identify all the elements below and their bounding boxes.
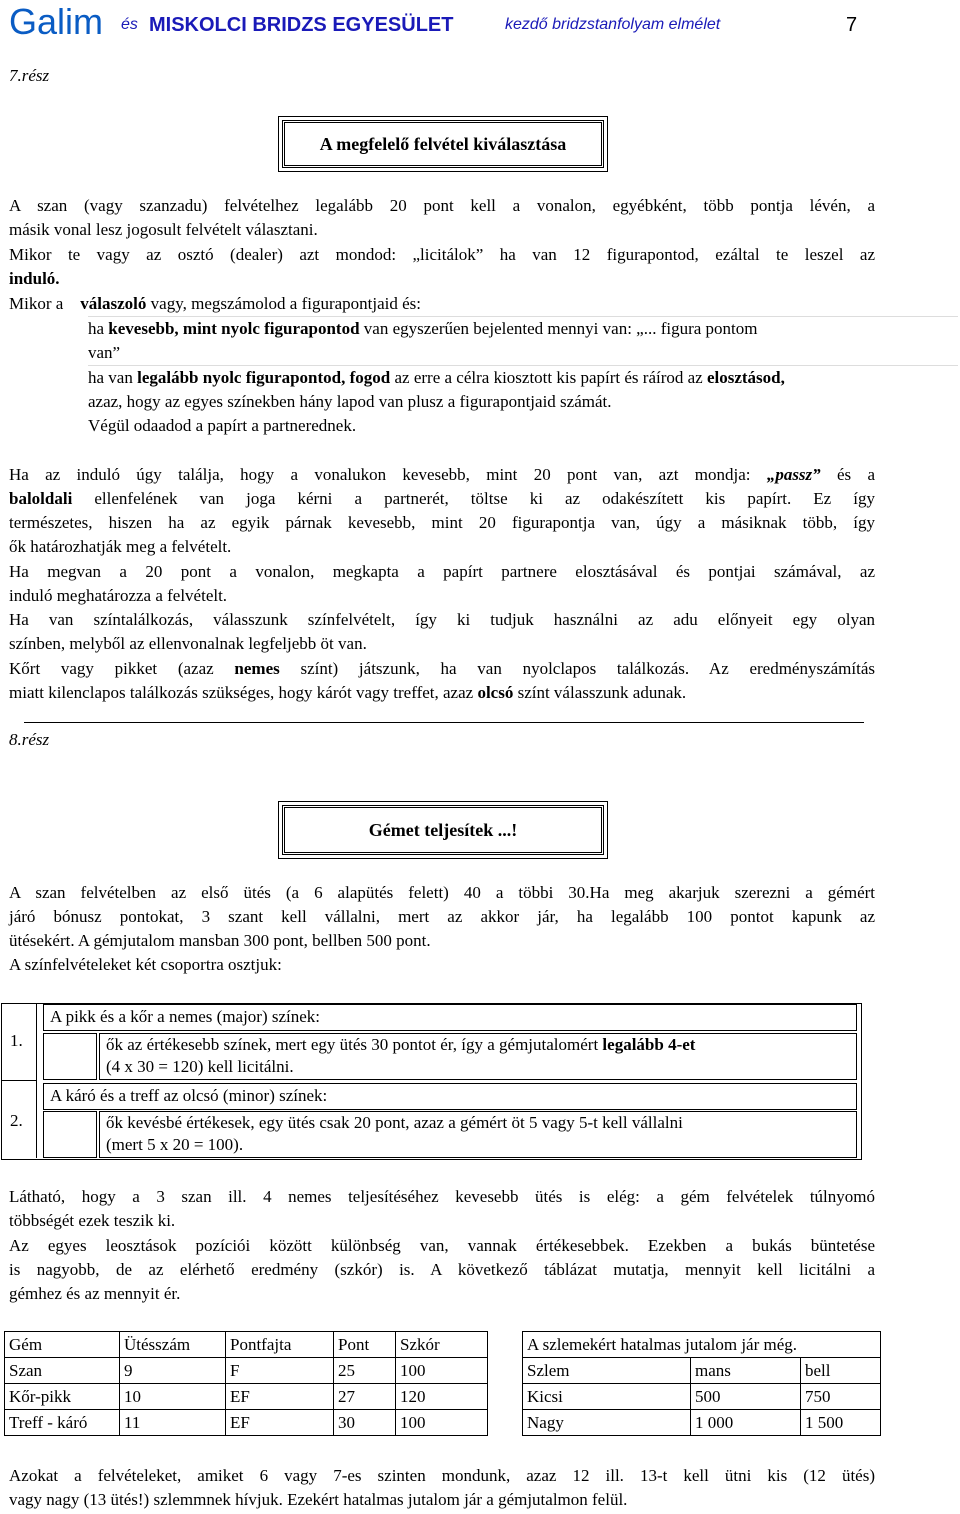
table-cell: 25 [334,1358,396,1384]
text-run: ők az értékesebb színek, mert egy ütés 30 pontot ér, így a gémjutalomért [106,1035,599,1054]
table-header-row [523,1332,881,1358]
indent-cell [43,1033,97,1080]
table-header-cell: Pontfajta [226,1332,334,1358]
table-cell: 1 500 [801,1410,881,1436]
paragraph-line: azaz, hogy az egyes színekben hány lapod van plusz a figurapontjaid számát. [88,392,612,411]
table-cell: 27 [334,1384,396,1410]
text-run: ha [88,319,105,338]
group-desc-line: ők kevésbé értékesek, egy ütés csak 20 pont, azaz a gémért öt 5 vagy 5-t kell vállalni [106,1113,683,1132]
group-number-cell [2,1004,37,1081]
table-row [5,1410,488,1436]
table-row [5,1358,488,1384]
table-header-cell: Szkór [396,1332,488,1358]
table-cell: 100 [396,1410,488,1436]
table-cell: 750 [801,1384,881,1410]
section-title-box [282,805,604,855]
paragraph-line [9,294,421,314]
group-desc-cell [99,1111,857,1158]
paragraph-line [9,683,686,703]
table-row [523,1358,881,1384]
text-run-bold: legalább 4-et [602,1035,696,1054]
section-title: A megfelelő felvétel kiválasztása [319,134,567,154]
paragraph-line: A szan (vagy szanzadu) felvételhez legalább 20 pont kell a vonalon, egyébként, több pontja lévén, a [9,196,875,215]
group-heading: A pikk és a kőr a nemes (major) színek: [50,1007,321,1026]
text-run-bold: legalább nyolc figurapontod, fogod [137,368,391,387]
group-heading-cell [43,1083,857,1110]
table-cell: 30 [334,1410,396,1436]
paragraph-line [9,659,875,679]
paragraph-line: Ha megvan a 20 pont a vonalon, megkapta a papírt partnere elosztásával és pontjai számával, az [9,562,875,581]
text-run-bold: olcsó [477,683,514,702]
table-row [523,1384,881,1410]
paragraph-line: induló. [9,269,60,288]
slam-bonus-table [522,1331,881,1436]
table-cell: F [226,1358,334,1384]
paragraph-line [88,368,785,388]
text-run: színt) játszunk, ha van nyolclapos találkozás. Az eredményszámítás [300,659,876,678]
text-run: ha van [88,368,133,387]
table-header-cell: A szlemekért hatalmas jutalom jár még. [523,1332,881,1358]
table-cell: bell [801,1358,881,1384]
table-cell: 9 [120,1358,226,1384]
paragraph-line: Mikor te vagy az osztó (dealer) azt mondod: „licitálok” ha van 12 figurapontod, ezáltal te leszel az [9,245,875,264]
paragraph-line: Azokat a felvételeket, amiket 6 vagy 7-es szinten mondunk, azaz 12 ill. 13-t kell ütni kis (12 ütés) [9,1466,875,1485]
table-header-cell: Ütésszám [120,1332,226,1358]
table-cell: 10 [120,1384,226,1410]
indent-cell [43,1111,97,1158]
paragraph-line: Látható, hogy a 3 szan ill. 4 nemes teljesítéséhez kevesebb ütés is elég: a gém felvételek túlnyomó [9,1187,875,1206]
group-heading: A káró és a treff az olcsó (minor) színek: [50,1086,328,1105]
table-header-cell: Pont [334,1332,396,1358]
table-cell: 100 [396,1358,488,1384]
text-run-bold: válaszoló [80,294,147,313]
section-title-box [282,120,604,168]
table-row [5,1384,488,1410]
table-cell: 1 000 [691,1410,801,1436]
text-run-bold: baloldali [9,489,73,508]
text-run-bold: „passz” [766,465,821,484]
paragraph-line: Ha van színtalálkozás, válasszunk színfelvételt, így ki tudjuk használni az adu előnyeit egy olyan [9,610,875,629]
text-run: színt válasszunk adunak. [517,683,687,702]
text-run-bold: elosztásod, [706,368,785,387]
group-heading-cell [43,1004,857,1031]
paragraph-line: Végül odaadod a papírt a partnerednek. [88,416,357,435]
brand-name: Galim [9,1,104,42]
paragraph-line [88,319,758,339]
group-number: 2. [10,1111,23,1130]
paragraph-line: másik vonal lesz jogosult felvételt választani. [9,220,318,239]
game-score-table [4,1331,488,1436]
table-cell: Treff - káró [5,1410,120,1436]
paragraph-line: induló meghatározza a felvételt. [9,586,228,605]
paragraph-line [9,465,875,485]
table-cell: Szan [5,1358,120,1384]
table-cell: Kicsi [523,1384,691,1410]
paragraph-line: vagy nagy (13 ütés!) szlemmnek hívjuk. Ezekért hatalmas jutalom jár a gémjutalmon felül. [9,1490,628,1509]
table-cell: 11 [120,1410,226,1436]
paragraph-line: járó bónusz pontokat, 3 szant kell vállalni, mert az akkor jár, ha legalább 100 pontot kapunk az [9,907,875,926]
part-label: 8.rész [9,730,50,749]
header-subtitle: kezdő bridzstanfolyam elmélet [505,16,721,33]
color-groups-table [1,1003,862,1160]
paragraph-line: van” [88,343,121,362]
group-number: 1. [10,1031,23,1050]
paragraph-line: ütésekért. A gémjutalom mansban 300 pont, bellben 500 pont. [9,931,431,950]
text-run: Ha az induló úgy találja, hogy a vonalukon kevesebb, mint 20 pont van, azt mondja: [9,465,751,484]
group-desc-line: (4 x 30 = 120) kell licitálni. [106,1057,294,1076]
table-cell: 500 [691,1384,801,1410]
paragraph-line: is nagyobb, de az elérhető eredmény (szkór) is. A következő táblázat mutatja, mennyit kell licitálni a [9,1260,875,1279]
group-desc-line: (mert 5 x 20 = 100). [106,1135,244,1154]
paragraph-line: gémhez és az mennyit ér. [9,1284,181,1303]
table-row [523,1410,881,1436]
table-cell: 120 [396,1384,488,1410]
group-number-cell [2,1081,37,1158]
table-cell: EF [226,1384,334,1410]
text-run: Mikor a [9,294,64,313]
text-run: miatt kilenclapos találkozás szükséges, hogy kárót vagy treffet, azaz [9,683,474,702]
text-run: van egyszerűen bejelented mennyi van: „... figura pontom [363,319,758,338]
paragraph-line: természetes, hiszen ha az egyik párnak kevesebb, mint 20 figurapontja van, úgy a másiknak több, így [9,513,875,532]
paragraph-line [9,489,875,509]
text-run-bold: kevesebb, mint nyolc figurapontod [108,319,360,338]
table-header-row [5,1332,488,1358]
paragraph-line: színben, melyből az ellenvonalnak legfeljebb öt van. [9,634,367,653]
paragraph-line: Az egyes leosztások pozíciói között különbség van, vannak értékesebbek. Ezekben a bukás büntetése [9,1236,875,1255]
text-run: az erre a célra kiosztott kis papírt és ráírod az [394,368,703,387]
table-header-cell: Gém [5,1332,120,1358]
group-desc-cell [99,1033,857,1080]
paragraph-line: A szan felvételben az első ütés (a 6 alapütés felett) 40 a többi 30.Ha meg akarjuk szerezni a gémért [9,883,875,902]
text-run: vagy, megszámolod a figurapontjaid és: [150,294,422,313]
group-desc-line [106,1035,695,1055]
page-number: 7 [846,14,858,36]
text-run: Kőrt vagy pikket (azaz [9,659,214,678]
table-cell: EF [226,1410,334,1436]
header-conjunction: és [121,16,138,33]
table-cell: Nagy [523,1410,691,1436]
text-run: ellenfelének van joga kérni a partnerét, töltse ki az odakészített kis papírt. Ez így [94,489,876,508]
divider [24,722,864,723]
part-label: 7.rész [9,66,50,85]
paragraph-line: A színfelvételeket két csoportra osztjuk: [9,955,282,974]
text-run: és a [836,465,875,484]
paragraph-line: többségét ezek teszik ki. [9,1211,176,1230]
text-run-bold: nemes [234,659,280,678]
paragraph-line: ők határozhatják meg a felvételt. [9,537,232,556]
table-cell: mans [691,1358,801,1384]
club-name: MISKOLCI BRIDZS EGYESÜLET [149,14,454,36]
section-title: Gémet teljesítek ...! [368,820,518,840]
table-cell: Szlem [523,1358,691,1384]
table-cell: Kőr-pikk [5,1384,120,1410]
